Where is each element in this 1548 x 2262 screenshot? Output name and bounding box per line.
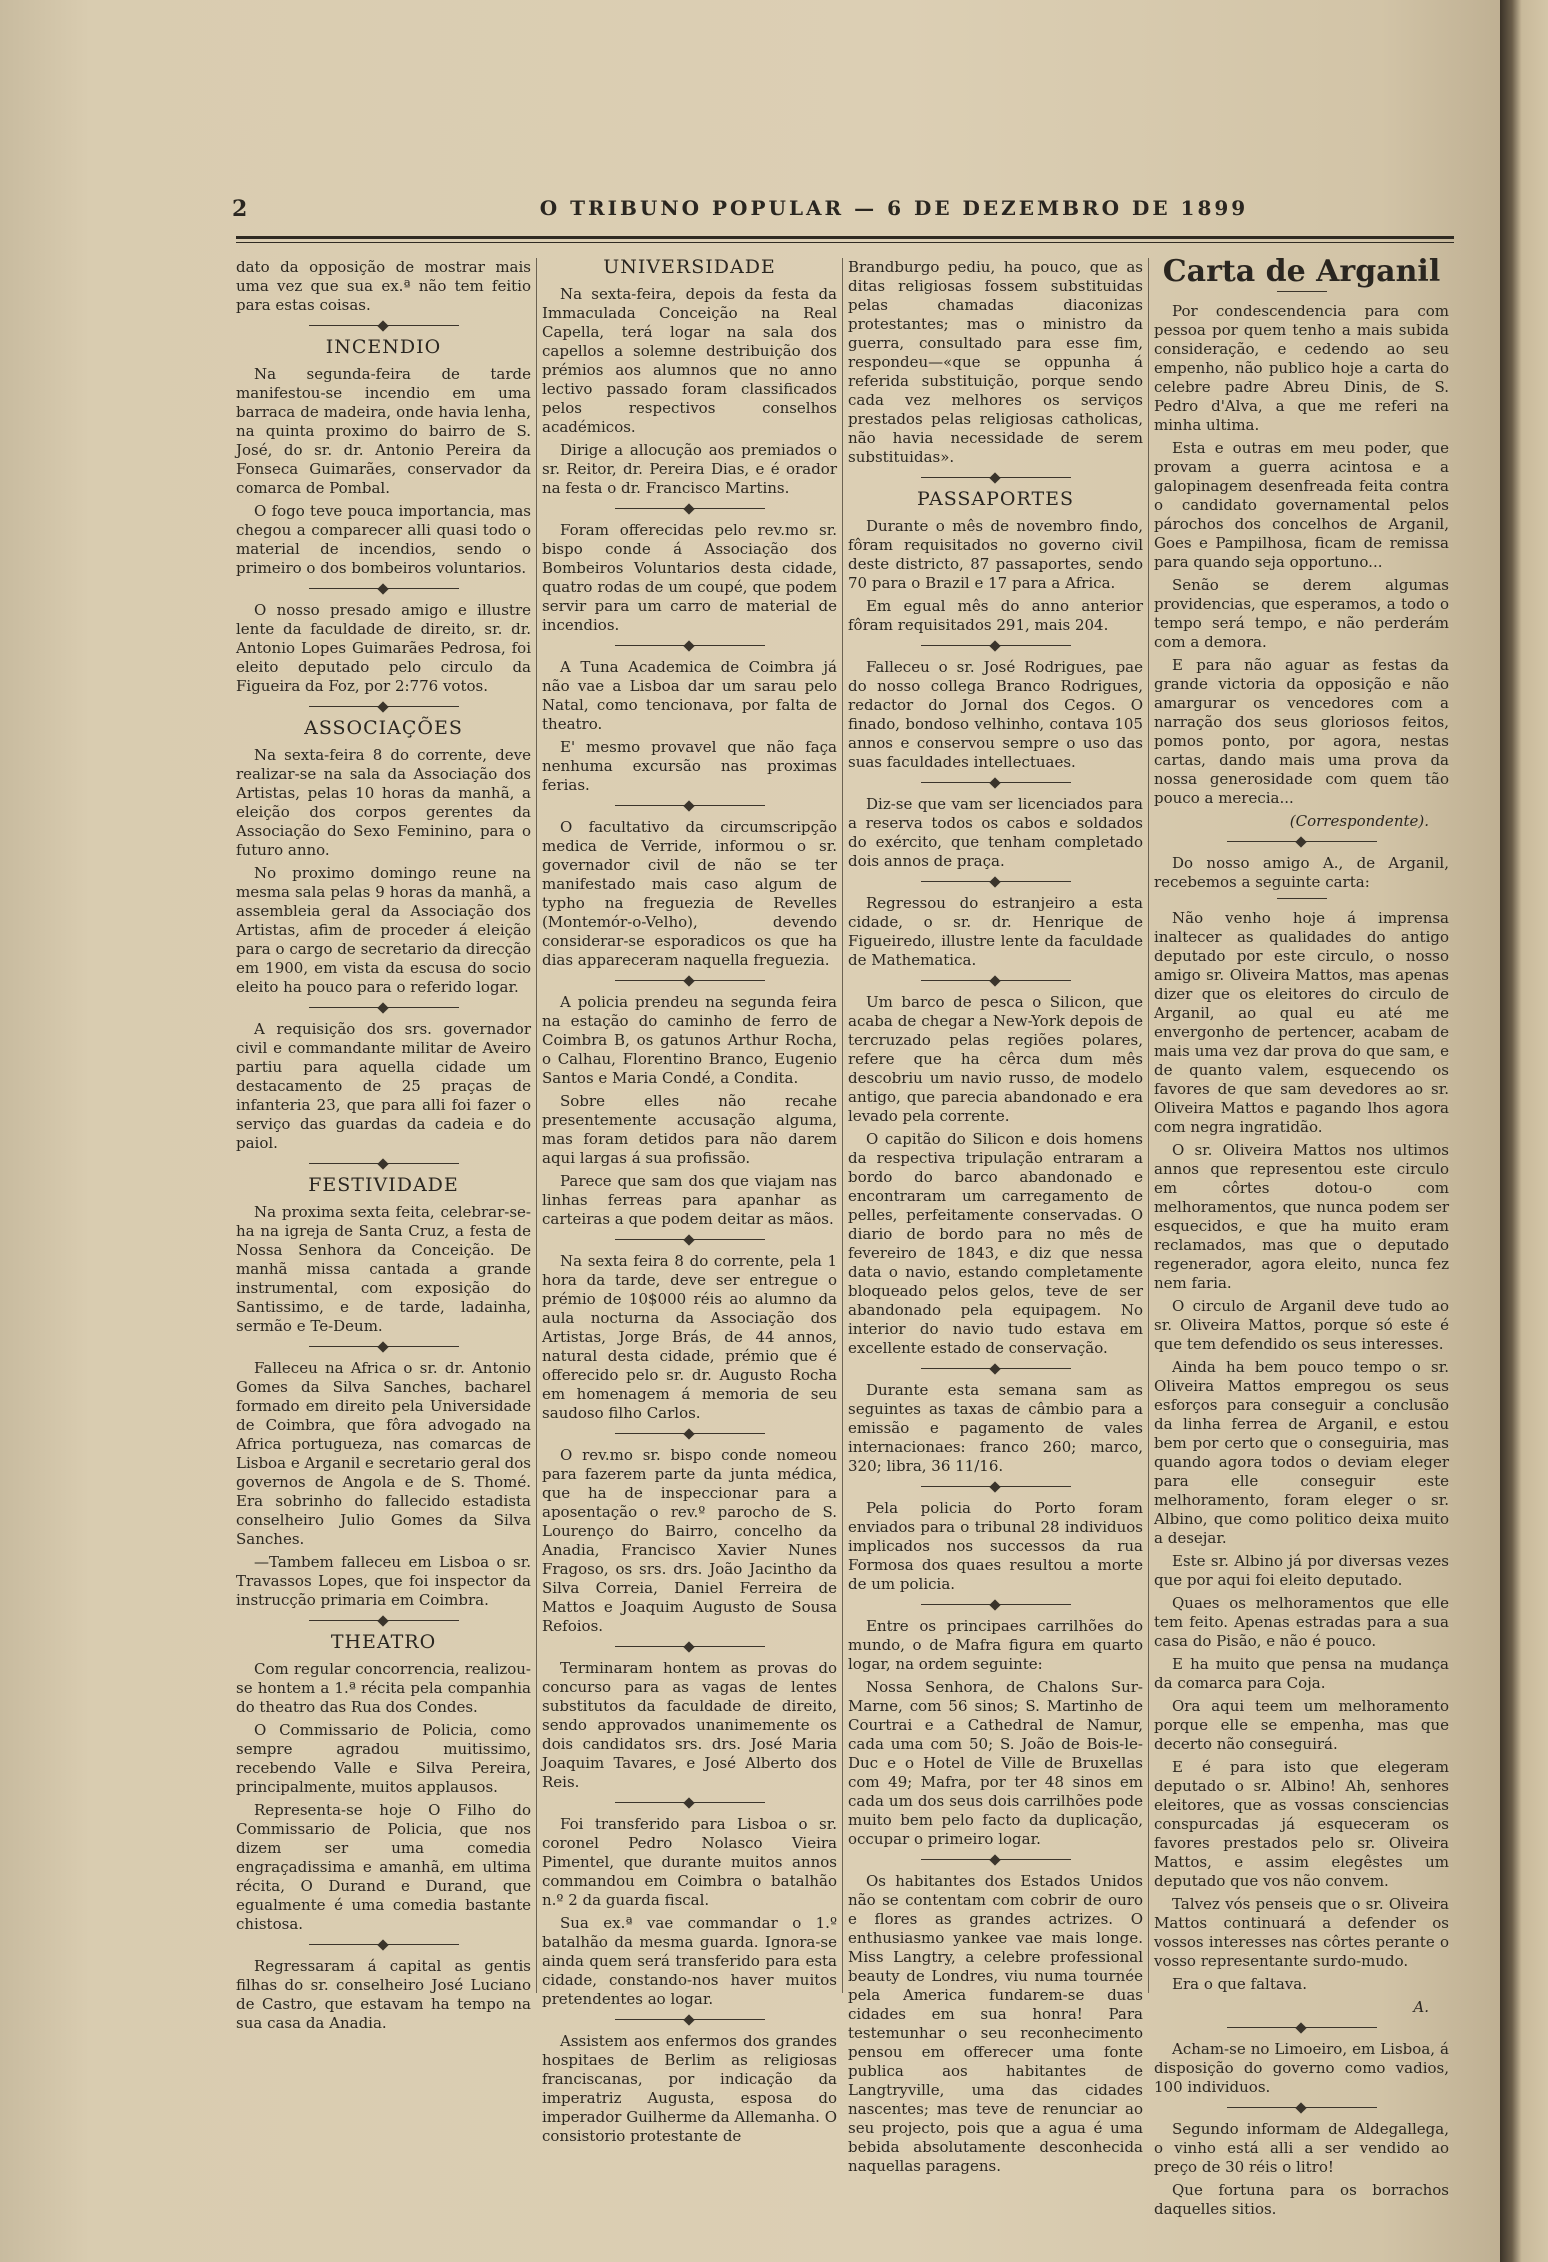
article-text: Ainda ha bem pouco tempo o sr. Oliveira Mattos empregou os seus esforços para conseguir a conclusão da linha ferrea de Arganil, e estou bem por certo que o conseguiria, mas quando agora todos o deviam eleger para elle conseguir este melhoramento, foram eleger o sr. Albino, que como politico deixa muito a desejar. bbox=[1154, 1358, 1449, 1547]
article-title: Carta de Arganil bbox=[1162, 254, 1441, 289]
section-heading: THEATRO bbox=[330, 1631, 437, 1653]
article-text: Quaes os melhoramentos que elle tem feito. Apenas estradas para a sua casa do Pisão, e não é pouco. bbox=[1154, 1594, 1449, 1650]
article-text: O capitão do Silicon e dois homens da respectiva tripulação entraram a bordo do barco abandonado e encontraram um carregamento de pelles, perfeitamente conservadas. O diario de bordo para no mês de fevereiro de 1843, e diz que nessa data o navio, estando completamente bloqueado pelos gelos, teve de ser abandonado pela equipagem. No interior do navio tudo estava em excellente estado de conservação. bbox=[848, 1130, 1143, 1357]
article-text: Dirige a allocução aos premiados o sr. Reitor, dr. Pereira Dias, e é orador na festa o dr. Francisco Martins. bbox=[542, 441, 837, 497]
article-text: Falleceu o sr. José Rodrigues, pae do nosso collega Branco Rodrigues, redactor do Jornal dos Cegos. O finado, bondoso velhinho, contava 105 annos e conservou sempre o uso das suas faculdades intellectuaes. bbox=[848, 658, 1143, 771]
article-text: O fogo teve pouca importancia, mas chegou a comparecer alli quasi todo o material de incendios, sendo o primeiro o dos bombeiros voluntarios. bbox=[236, 502, 531, 577]
article-text: O facultativo da circumscripção medica de Verride, informou o sr. governador civil de não se ter manifestado mais caso algum de typho na freguezia de Revelles (Montemór-o-Velho), devendo considerar-se esporadicos os que ha dias appareceram naquella freguezia. bbox=[542, 818, 837, 969]
section-separator bbox=[309, 1163, 459, 1164]
column-1 bbox=[236, 258, 531, 2032]
section-separator bbox=[921, 1486, 1071, 1487]
section-separator bbox=[921, 980, 1071, 981]
page-header bbox=[232, 196, 1454, 230]
article-text: Pela policia do Porto foram enviados para o tribunal 28 individuos implicados nos successos da rua Formosa dos quaes resultou a morte de um policia. bbox=[848, 1499, 1143, 1593]
article-text: Sobre elles não recahe presentemente accusação alguma, mas foram detidos para não darem aqui largas á sua profissão. bbox=[542, 1092, 837, 1167]
article-text: Que fortuna para os borrachos daquelles sitios. bbox=[1154, 2181, 1449, 2218]
article-text: Com regular concorrencia, realizou-se hontem a 1.ª récita pela companhia do theatro das Rua dos Condes. bbox=[236, 1660, 531, 1716]
section-separator bbox=[615, 1646, 765, 1647]
article-text: O Commissario de Policia, como sempre agradou muitissimo, recebendo Valle e Silva Pereira, principalmente, muitos applausos. bbox=[236, 1721, 531, 1796]
section-separator bbox=[1227, 2107, 1377, 2108]
section-separator bbox=[309, 1346, 459, 1347]
section-separator bbox=[615, 645, 765, 646]
article-text: O rev.mo sr. bispo conde nomeou para fazerem parte da junta médica, que ha de inspeccionar para a aposentação o rev.º parocho de S. Lourenço do Bairro, concelho da Anadia, Francisco Xavier Nunes Fragoso, os srs. drs. João Jacintho da Silva Correia, Daniel Ferreira de Mattos e Joaquim Augusto de Sousa Refoios. bbox=[542, 1446, 837, 1635]
masthead-title: O TRIBUNO POPULAR — 6 DE DEZEMBRO DE 1899 bbox=[539, 196, 1249, 220]
section-separator bbox=[615, 508, 765, 509]
section-separator bbox=[615, 1239, 765, 1240]
article-text: No proximo domingo reune na mesma sala pelas 9 horas da manhã, a assembleia geral da Associação dos Artistas, afim de proceder á eleição para o cargo de secretario da direcção em 1900, em vista da escusa do socio eleito ha pouco para o referido logar. bbox=[236, 864, 531, 996]
page-number: 2 bbox=[232, 196, 248, 222]
article-text: Representa-se hoje O Filho do Commissario de Policia, que nos dizem ser uma comedia engraçadissima e amanhã, em ultima récita, O Durand e Durand, que egualmente é uma comedia bastante chistosa. bbox=[236, 1801, 531, 1933]
article-text: Terminaram hontem as provas do concurso para as vagas de lentes substitutos da faculdade de direito, sendo approvados unanimemente os dois candidatos srs. drs. José Maria Joaquim Tavares, e José Alberto dos Reis. bbox=[542, 1659, 837, 1791]
article-text: dato da opposição de mostrar mais uma vez que sua ex.ª não tem feitio para estas coisas. bbox=[236, 258, 531, 314]
article-text: Na sexta-feira 8 do corrente, deve realizar-se na sala da Associação dos Artistas, pelas 10 horas da manhã, a eleição dos corpos gerentes da Associação do Sexo Feminino, para o futuro anno. bbox=[236, 746, 531, 859]
column-divider bbox=[1148, 258, 1149, 1993]
article-text: Foram offerecidas pelo rev.mo sr. bispo conde á Associação dos Bombeiros Voluntarios desta cidade, quatro rodas de um coupé, que podem servir para um carro de material de incendios. bbox=[542, 521, 837, 634]
article-text: Era o que faltava. bbox=[1172, 1975, 1307, 1993]
article-text: Senão se derem algumas providencias, que esperamos, a todo o tempo será tempo, e não perderám com a demora. bbox=[1154, 576, 1449, 651]
article-text: E é para isto que elegeram deputado o sr. Albino! Ah, senhores eleitores, que as vossas consciencias conspurcadas já esqueceram os favores prestados pelo sr. Oliveira Mattos, e assim elegêstes um deputado que vos não convem. bbox=[1154, 1758, 1449, 1890]
section-separator bbox=[615, 1802, 765, 1803]
section-separator bbox=[921, 1859, 1071, 1860]
article-text: —Tambem falleceu em Lisboa o sr. Travassos Lopes, que foi inspector da instrucção primaria em Coimbra. bbox=[236, 1553, 531, 1609]
article-text: Durante esta semana sam as seguintes as taxas de câmbio para a emissão e pagamento de vales internacionaes: franco 260; marco, 320; libra, 36 11/16. bbox=[848, 1381, 1143, 1475]
section-separator bbox=[309, 325, 459, 326]
article-text: Na sexta feira 8 do corrente, pela 1 hora da tarde, deve ser entregue o prémio de 10$000 réis ao alumno da aula nocturna da Associação dos Artistas, Jorge Brás, de 44 annos, natural desta cidade, prémio que é offerecido pelo sr. dr. Augusto Rocha em homenagem á memoria de seu saudoso filho Carlos. bbox=[542, 1252, 837, 1422]
article-text: Esta e outras em meu poder, que provam a guerra acintosa e a galopinagem desenfreada feita contra o candidato governamental pelos párochos dos concelhos de Arganil, Goes e Pampilhosa, ficam de remissa para quando seja opportuno... bbox=[1154, 439, 1449, 571]
section-separator bbox=[921, 645, 1071, 646]
section-separator bbox=[1227, 841, 1377, 842]
section-separator bbox=[615, 2019, 765, 2020]
column-divider bbox=[536, 258, 537, 1993]
article-text: Os habitantes dos Estados Unidos não se contentam com cobrir de ouro e flores as grandes actrizes. O enthusiasmo yankee vae mais longe. Miss Langtry, a celebre professional beauty de Londres, viu numa tournée pela America fundarem-se duas cidades em sua honra! Para testemunhar o seu reconhecimento pensou em offerecer uma fonte publica aos habitantes de Langtryville, uma das cidades nascentes; mas teve de renunciar ao seu projecto, pois que a agua é uma bebida absolutamente desconhecida naquellas paragens. bbox=[848, 1872, 1143, 2175]
article-text: Ora aqui teem um melhoramento porque elle se empenha, mas que decerto não conseguirá. bbox=[1154, 1697, 1449, 1753]
column-divider bbox=[842, 258, 843, 1993]
article-text: A policia prendeu na segunda feira na estação do caminho de ferro de Coimbra B, os gatunos Arthur Rocha, o Calhau, Florentino Branco, Eugenio Santos e Maria Condé, a Condita. bbox=[542, 993, 837, 1087]
title-rule bbox=[1277, 898, 1327, 899]
article-text: O sr. Oliveira Mattos nos ultimos annos que representou este circulo em côrtes dotou-o com melhoramentos, que nunca podem ser esquecidos, e que ha muito eram reclamados, mas que o deputado regenerador, agora eleito, nunca fez nem faria. bbox=[1154, 1141, 1449, 1292]
section-separator bbox=[309, 1944, 459, 1945]
section-heading: ASSOCIAÇÕES bbox=[304, 717, 463, 739]
column-2 bbox=[542, 256, 837, 2145]
section-heading: PASSAPORTES bbox=[916, 488, 1075, 510]
section-separator bbox=[309, 706, 459, 707]
article-text: E para não aguar as festas da grande victoria da opposição e não amargurar os vencedores com a narração dos seus gloriosos feitos, pomos ponto, por agora, nestas cartas, dando mais uma prova da nossa generosidade com quem tão pouco a merecia... bbox=[1154, 656, 1449, 807]
header-rule bbox=[236, 236, 1454, 239]
article-text: Regressou do estranjeiro a esta cidade, o sr. dr. Henrique de Figueiredo, illustre lente da faculdade de Mathematica. bbox=[848, 894, 1143, 969]
section-separator bbox=[615, 1433, 765, 1434]
article-text: Por condescendencia para com pessoa por quem tenho a mais subida consideração, e cedendo ao seu empenho, não publico hoje a carta do celebre padre Abreu Dinis, de S. Pedro d'Alva, a que me referi na minha ultima. bbox=[1154, 302, 1449, 434]
article-text: Um barco de pesca o Silicon, que acaba de chegar a New-York depois de tercruzado pelas regiões polares, refere que ha cêrca dum mês descobriu um navio russo, de modelo antigo, que parecia abandonado e era levado pela corrente. bbox=[848, 993, 1143, 1125]
article-text: Assistem aos enfermos dos grandes hospitaes de Berlim as religiosas franciscanas, por indicação da imperatriz Augusta, esposa do imperador Guilherme da Allemanha. O consistorio protestante de bbox=[542, 2032, 837, 2145]
section-separator bbox=[921, 881, 1071, 882]
article-text: A requisição dos srs. governador civil e commandante militar de Aveiro partiu para aquella cidade um destacamento de 25 praças de infanteria 23, que para alli foi fazer o serviço das guardas da cadeia e do paiol. bbox=[236, 1020, 531, 1152]
article-text: Em egual mês do anno anterior fôram requisitados 291, mais 204. bbox=[848, 597, 1143, 634]
article-text: Do nosso amigo A., de Arganil, recebemos a seguinte carta: bbox=[1154, 854, 1449, 891]
article-text: Brandburgo pediu, ha pouco, que as ditas religiosas fossem substituidas pelas chamadas diaconizas protestantes; mas o ministro da guerra, consultado para esse fim, respondeu—«que se oppunha á referida substituição, porque sendo cada vez melhores os serviços prestados pelas religiosas catholicas, não havia necessidade de serem substituidas». bbox=[848, 258, 1143, 466]
header-rule-thin bbox=[236, 242, 1454, 243]
article-text: Durante o mês de novembro findo, fôram requisitados no governo civil deste districto, 87 passaportes, sendo 70 para o Brazil e 17 para a Africa. bbox=[848, 517, 1143, 592]
article-text: Acham-se no Limoeiro, em Lisboa, á disposição do governo como vadios, 100 individuos. bbox=[1154, 2040, 1449, 2096]
column-3 bbox=[848, 258, 1143, 2175]
article-text: E ha muito que pensa na mudança da comarca para Coja. bbox=[1154, 1655, 1449, 1692]
article-text: Entre os principaes carrilhões do mundo, o de Mafra figura em quarto logar, na ordem seguinte: bbox=[848, 1617, 1143, 1673]
article-text: Segundo informam de Aldegallega, o vinho está alli a ser vendido ao preço de 30 réis o litro! bbox=[1154, 2120, 1449, 2176]
article-text: Diz-se que vam ser licenciados para a reserva todos os cabos e soldados do exército, que tenham completado dois annos de praça. bbox=[848, 795, 1143, 870]
article-text: O circulo de Arganil deve tudo ao sr. Oliveira Mattos, porque só este é que tem defendido os seus interesses. bbox=[1154, 1297, 1449, 1353]
signature: A. bbox=[1413, 1998, 1429, 2016]
page-binding-edge bbox=[1500, 0, 1548, 2262]
article-text: Talvez vós penseis que o sr. Oliveira Mattos continuará a defender os vossos interesses nas côrtes perante o vosso representante surdo-mudo. bbox=[1154, 1895, 1449, 1970]
section-heading: UNIVERSIDADE bbox=[603, 256, 776, 278]
article-text: Sua ex.ª vae commandar o 1.º batalhão da mesma guarda. Ignora-se ainda quem será transferido para esta cidade, constando-nos haver muitos pretendentes ao logar. bbox=[542, 1914, 837, 2008]
article-text: E' mesmo provavel que não faça nenhuma excursão nas proximas ferias. bbox=[542, 738, 837, 794]
article-text: Este sr. Albino já por diversas vezes que por aqui foi eleito deputado. bbox=[1154, 1552, 1449, 1589]
section-separator bbox=[615, 805, 765, 806]
section-separator bbox=[921, 477, 1071, 478]
article-text: O nosso presado amigo e illustre lente da faculdade de direito, sr. dr. Antonio Lopes Guimarães Pedrosa, foi eleito deputado pelo circulo da Figueira da Foz, por 2:776 votos. bbox=[236, 601, 531, 695]
section-separator bbox=[921, 782, 1071, 783]
column-4 bbox=[1154, 254, 1449, 2218]
article-text: Na sexta-feira, depois da festa da Immaculada Conceição na Real Capella, terá logar na sala dos capellos a solemne destribuição dos prémios aos alumnos que no anno lectivo passado foram classificados pelos respectivos conselhos académicos. bbox=[542, 285, 837, 436]
article-text: Não venho hoje á imprensa inaltecer as qualidades do antigo deputado por este circulo, o nosso amigo sr. Oliveira Mattos, mas apenas dizer que os eleitores do circulo de Arganil, ao qual eu até me envergonho de pertencer, acabam de mais uma vez dar prova do que sam, e de quanto valem, esquecendo os favores de que sam devedores ao sr. Oliveira Mattos e pagando lhos agora com negra ingratidão. bbox=[1154, 909, 1449, 1136]
article-text: Falleceu na Africa o sr. dr. Antonio Gomes da Silva Sanches, bacharel formado em direito pela Universidade de Coimbra, que fôra advogado na Africa portugueza, nas comarcas de Lisboa e Arganil e secretario geral dos governos de Angola e de S. Thomé. Era sobrinho do fallecido estadista conselheiro Julio Gomes da Silva Sanches. bbox=[236, 1359, 531, 1548]
article-text: Regressaram á capital as gentis filhas do sr. conselheiro José Luciano de Castro, que estavam ha tempo na sua casa da Anadia. bbox=[236, 1957, 531, 2032]
signature: (Correspondente). bbox=[1289, 812, 1429, 830]
article-text: Na segunda-feira de tarde manifestou-se incendio em uma barraca de madeira, onde havia lenha, na quinta proximo do bairro de S. José, do sr. dr. Antonio Pereira da Fonseca Guimarães, conservador da comarca de Pombal. bbox=[236, 365, 531, 497]
section-separator bbox=[309, 588, 459, 589]
section-separator bbox=[921, 1368, 1071, 1369]
article-text: Na proxima sexta feita, celebrar-se-ha na igreja de Santa Cruz, a festa de Nossa Senhora da Conceição. De manhã missa cantada a grande instrumental, com exposição do Santissimo, e de tarde, ladainha, sermão e Te-Deum. bbox=[236, 1203, 531, 1335]
article-text: Nossa Senhora, de Chalons Sur-Marne, com 56 sinos; S. Martinho de Courtrai e a Cathedral de Namur, cada uma com 50; S. João de Bois-le-Duc e o Hotel de Ville de Bruxellas com 49; Mafra, por ter 48 sinos em cada um dos seus dois carrilhões pode muito bem pelo facto da duplicação, occupar o primeiro logar. bbox=[848, 1678, 1143, 1848]
article-text: Parece que sam dos que viajam nas linhas ferreas para apanhar as carteiras a que podem deitar as mãos. bbox=[542, 1172, 837, 1228]
section-separator bbox=[615, 980, 765, 981]
section-heading: INCENDIO bbox=[325, 336, 442, 358]
section-separator bbox=[309, 1620, 459, 1621]
section-separator bbox=[921, 1604, 1071, 1605]
section-separator bbox=[309, 1007, 459, 1008]
title-rule bbox=[1277, 291, 1327, 292]
article-text: Foi transferido para Lisboa o sr. coronel Pedro Nolasco Vieira Pimentel, que durante muitos annos commandou em Coimbra o batalhão n.º 2 da guarda fiscal. bbox=[542, 1815, 837, 1909]
section-heading: FESTIVIDADE bbox=[308, 1174, 459, 1196]
section-separator bbox=[1227, 2027, 1377, 2028]
article-text: A Tuna Academica de Coimbra já não vae a Lisboa dar um sarau pelo Natal, como tencionava, por falta de theatro. bbox=[542, 658, 837, 733]
